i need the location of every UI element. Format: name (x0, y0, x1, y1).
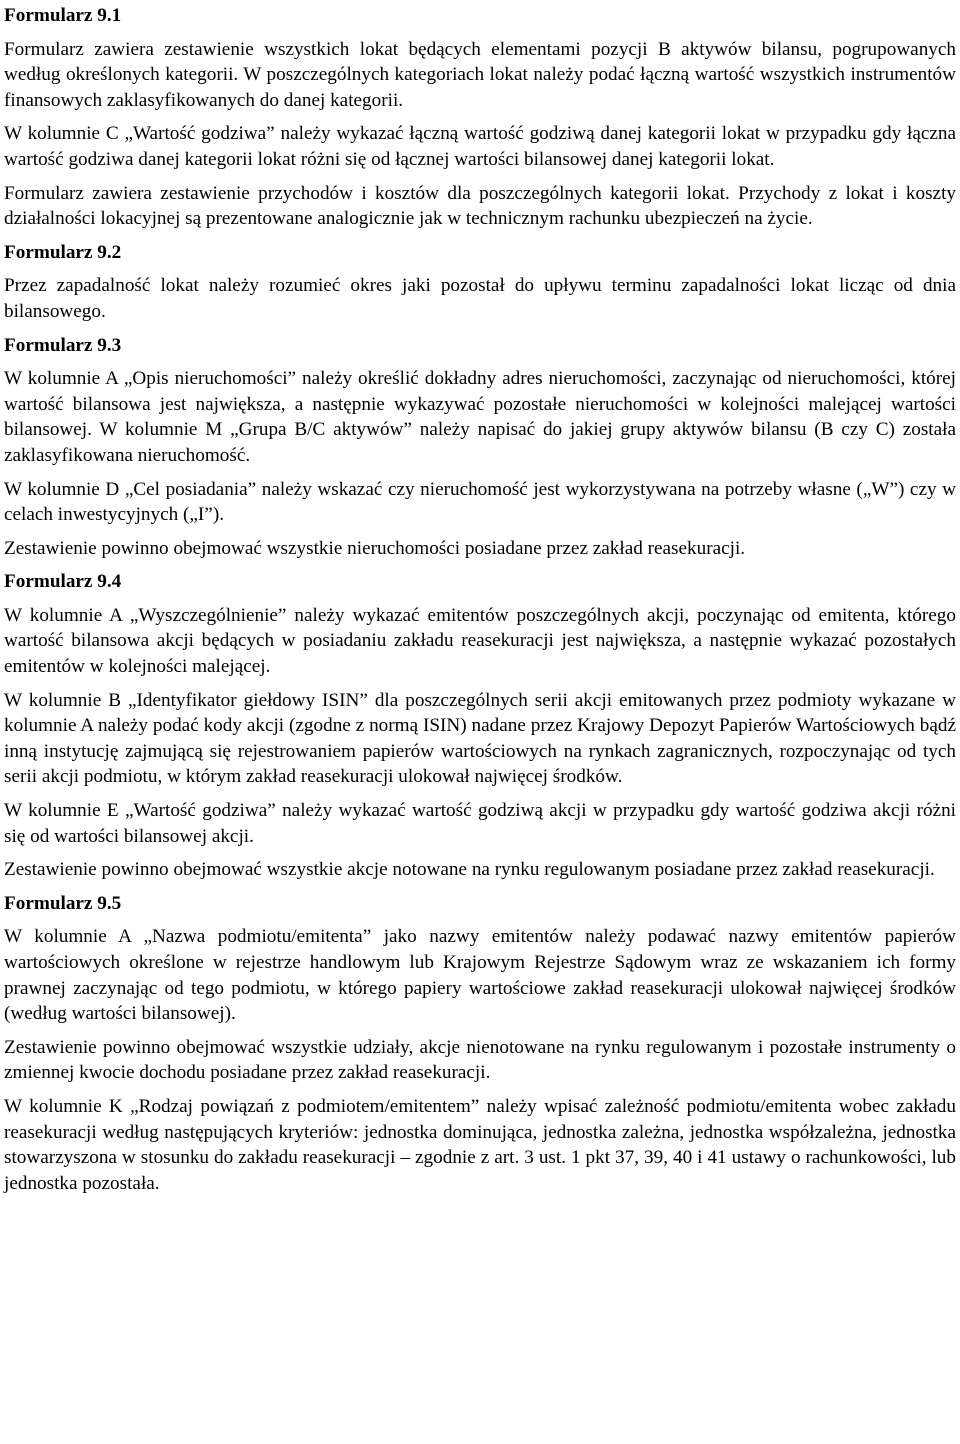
section-heading: Formularz 9.5 (4, 892, 122, 914)
paragraph: Przez zapadalność lokat należy rozumieć okres jaki pozostał do upływu terminu zapadalności lokat licząc od dnia bilansowego. (4, 275, 956, 322)
section-heading: Formularz 9.3 (4, 334, 122, 356)
paragraph: W kolumnie A „Wyszczególnienie” należy wykazać emitentów poszczególnych akcji, poczynając od emitenta, którego wartość bilansowa akcji będących w posiadaniu zakładu reasekuracji jest największa, a następnie wykazać pozostałych emitentów w kolejności malejącej. (4, 604, 956, 678)
section-heading: Formularz 9.2 (4, 241, 122, 263)
section-formularz-9-5 (4, 891, 956, 1197)
section-heading: Formularz 9.4 (4, 571, 122, 593)
paragraph: W kolumnie A „Nazwa podmiotu/emitenta” jako nazwy emitentów należy podawać nazwy emitentów papierów wartościowych określone w rejestrze handlowym lub Krajowym Rejestrze Sądowym wraz ze wskazaniem ich formy prawnej zaczynając od tego podmiotu, w którego papiery wartościowe zakład reasekuracji ulokował najwięcej środków (według wartości bilansowej). (4, 926, 956, 1025)
section-heading: Formularz 9.1 (4, 5, 122, 26)
paragraph: W kolumnie E „Wartość godziwa” należy wykazać wartość godziwą akcji w przypadku gdy wartość godziwa akcji różni się od wartości bilansowej akcji. (4, 800, 956, 847)
paragraph: W kolumnie C „Wartość godziwa” należy wykazać łączną wartość godziwą danej kategorii lokat w przypadku gdy łączna wartość godziwa danej kategorii lokat różni się od łącznej wartości bilansowej danej kategorii lokat. (4, 123, 956, 170)
paragraph: Formularz zawiera zestawienie przychodów i kosztów dla poszczególnych kategorii lokat. Przychody z lokat i koszty działalności lokacyjnej są prezentowane analogicznie jak w technicznym rachunku ubezpieczeń na życie. (4, 182, 956, 230)
section-formularz-9-2 (4, 240, 956, 325)
paragraph: Zestawienie powinno obejmować wszystkie nieruchomości posiadane przez zakład reasekuracji. (4, 537, 746, 559)
section-formularz-9-4 (4, 569, 956, 883)
section-formularz-9-1 (4, 3, 956, 232)
paragraph: W kolumnie D „Cel posiadania” należy wskazać czy nieruchomość jest wykorzystywana na potrzeby własne („W”) czy w celach inwestycyjnych („I”). (4, 478, 956, 526)
paragraph: Formularz zawiera zestawienie wszystkich lokat będących elementami pozycji B aktywów bilansu, pogrupowanych według określonych kategorii. W poszczególnych kategoriach lokat należy podać łączną wartość wszystkich instrumentów finansowych zaklasyfikowanych do danej kategorii. (4, 38, 956, 111)
paragraph: W kolumnie B „Identyfikator giełdowy ISIN” dla poszczególnych serii akcji emitowanych przez podmioty wykazane w kolumnie A należy podać kody akcji (zgodne z normą ISIN) nadane przez Krajowy Depozyt Papierów Wartościowych bądź inną instytucję zajmującą się rejestrowaniem papierów wartościowych na rynkach zagranicznych, rozpoczynając od tych serii akcji podmiotu, w którym zakład reasekuracji ulokował najwięcej środków. (4, 689, 956, 788)
paragraph: W kolumnie A „Opis nieruchomości” należy określić dokładny adres nieruchomości, zaczynając od nieruchomości, której wartość bilansowa jest największa, a następnie wykazywać pozostałe nieruchomości w kolejności malejącej wartości bilansowej. W kolumnie M „Grupa B/C aktywów” należy napisać do jakiej grupy aktywów bilansu (B czy C) została zaklasyfikowana nieruchomość. (4, 368, 956, 466)
section-formularz-9-3 (4, 333, 956, 562)
paragraph: Zestawienie powinno obejmować wszystkie udziały, akcje nienotowane na rynku regulowanym i pozostałe instrumenty o zmiennej kwocie dochodu posiadane przez zakład reasekuracji. (4, 1036, 956, 1084)
paragraph: Zestawienie powinno obejmować wszystkie akcje notowane na rynku regulowanym posiadane przez zakład reasekuracji. (4, 859, 935, 881)
paragraph: W kolumnie K „Rodzaj powiązań z podmiotem/emitentem” należy wpisać zależność podmiotu/emitenta wobec zakładu reasekuracji według następujących kryteriów: jednostka dominująca, jednostka zależna, jednostka współzależna, jednostka stowarzyszona w stosunku do zakładu reasekuracji – zgodnie z art. 3 ust. 1 pkt 37, 39, 40 i 41 ustawy o rachunkowości, lub jednostka pozostała. (4, 1095, 956, 1194)
